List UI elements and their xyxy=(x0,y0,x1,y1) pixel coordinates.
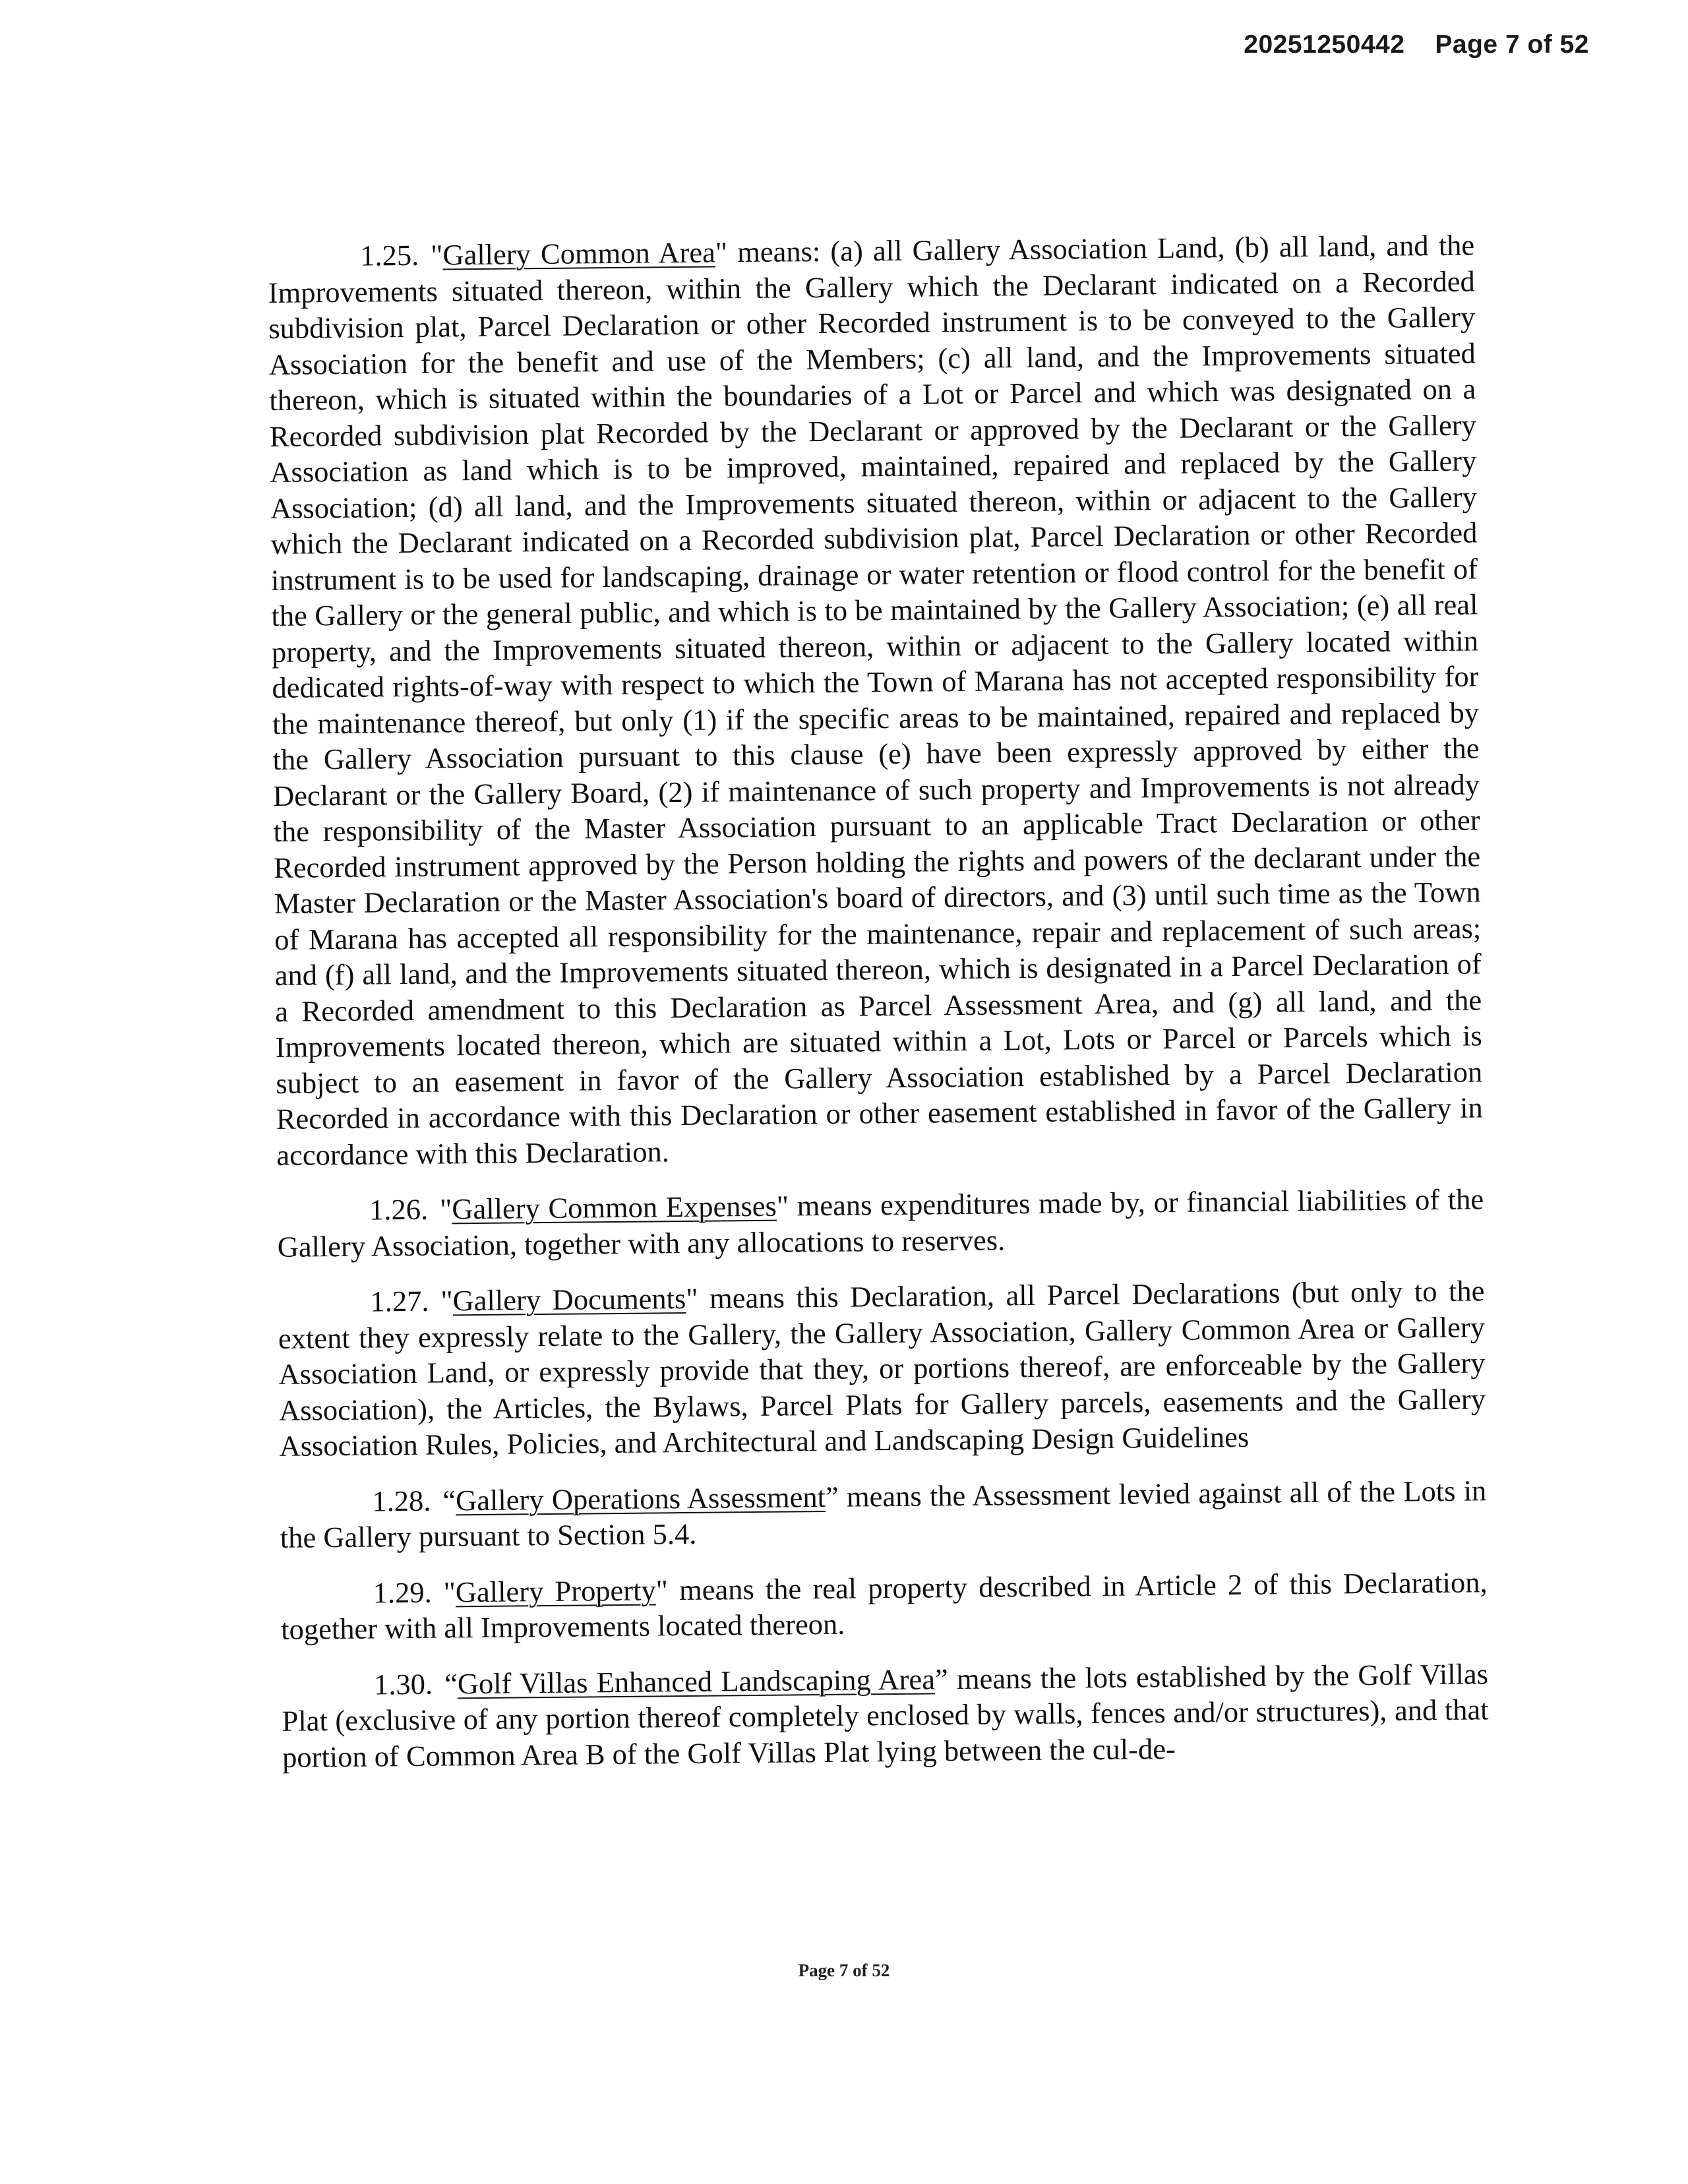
open-quote: " xyxy=(439,1192,452,1226)
page-footer: Page 7 of 52 xyxy=(798,1960,890,1980)
close-quote: " xyxy=(776,1189,789,1223)
definition-paragraph xyxy=(280,1564,1488,1648)
open-quote: " xyxy=(431,238,443,272)
page-header xyxy=(1244,30,1589,59)
definition-paragraph xyxy=(278,1273,1486,1464)
definition-text: means this Declaration, all Parcel Declarations (but only to the extent they expressly relate to the Gallery, the Gallery Association, Gallery Common Area or Gallery Association Land, or expressly provide that they, or portions thereof, are enforceable by the Gallery Association), the Articles, the Bylaws, Parcel Plats for Gallery parcels, easements and the Gallery Association Rules, Policies, and Architectural and Landscaping Design Guidelines xyxy=(278,1274,1486,1463)
close-quote: " xyxy=(655,1573,669,1606)
header-page-label: Page 7 of 52 xyxy=(1435,30,1589,59)
section-number: 1.30. xyxy=(373,1667,433,1701)
close-quote: " xyxy=(686,1281,698,1315)
document-number: 20251250442 xyxy=(1244,30,1405,59)
definition-text: means the Assessment levied against all of the Lots in the Gallery pursuant to Section 5.4. xyxy=(280,1473,1487,1554)
definition-text: means the real property described in Article 2 of this Declaration, together with all Improvements located thereon. xyxy=(281,1565,1488,1646)
definition-paragraph xyxy=(268,227,1484,1173)
close-quote: " xyxy=(715,235,728,269)
close-quote: ” xyxy=(825,1480,839,1513)
section-number: 1.25. xyxy=(360,238,419,272)
open-quote: " xyxy=(440,1284,453,1318)
document-body xyxy=(268,227,1490,1794)
definition-paragraph xyxy=(282,1656,1489,1775)
defined-term: Gallery Common Area xyxy=(442,235,716,272)
open-quote: “ xyxy=(444,1666,458,1701)
close-quote: ” xyxy=(934,1662,948,1695)
defined-term: Gallery Property xyxy=(455,1573,656,1608)
defined-term: Gallery Common Expenses xyxy=(452,1189,777,1226)
section-number: 1.28. xyxy=(372,1484,431,1518)
section-number: 1.29. xyxy=(373,1575,432,1610)
defined-term: Gallery Documents xyxy=(452,1281,686,1318)
open-quote: “ xyxy=(442,1483,456,1517)
section-number: 1.27. xyxy=(370,1284,429,1318)
definition-paragraph xyxy=(280,1472,1487,1556)
defined-term: Gallery Operations Assessment xyxy=(455,1480,826,1517)
open-quote: " xyxy=(443,1575,456,1609)
definition-text: means expenditures made by, or financial liabilities of the Gallery Association, together with any allocations to reserves. xyxy=(277,1182,1484,1263)
definition-text: means: (a) all Gallery Association Land, (b) all land, and the Improvements situated thereon, within the Gallery which the Declarant indicated on a Recorded subdivision plat, Parcel Declaration or other Recorded instrument is to be conveyed to the Gallery Association for the benefit and use of the Members; (c) all land, and the Improvements situated thereon, which is situated within the boundaries of a Lot or Parcel and which was designated on a Recorded subdivision plat Recorded by the Declarant or approved by the Declarant or the Gallery Association as land which is to be improved, maintained, repaired and replaced by the Gallery Association; (d) all land, and the Improvements situated thereon, within or adjacent to the Gallery which the Declarant indicated on a Recorded subdivision plat, Parcel Declaration or other Recorded instrument is to be used for landscaping, drainage or water retention or flood control for the benefit of the Gallery or the general public, and which is to be maintained by the Gallery Association; (e) all real property, and the Improvements situated thereon, within or adjacent to the Gallery located within dedicated rights-of-way with respect to which the Town of Marana has not accepted responsibility for the maintenance thereof, but only (1) if the specific areas to be maintained, repaired and replaced by the Gallery Association pursuant to this clause (e) have been expressly approved by either the Declarant or the Gallery Board, (2) if maintenance of such property and Improvements is not already the responsibility of the Master Association pursuant to an applicable Tract Declaration or other Recorded instrument approved by the Person holding the rights and powers of the declarant under the Master Declaration or the Master Association's board of directors, and (3) until such time as the Town of Marana has accepted all responsibility for the maintenance, repair and replacement of such areas; and (f) all land, and the Improvements situated thereon, which is designated in a Parcel Declaration of a Recorded amendment to this Declaration as Parcel Assessment Area, and (g) all land, and the Improvements located thereon, which are situated within a Lot, Lots or Parcel or Parcels which is subject to an easement in favor of the Gallery Association established by a Parcel Declaration Recorded in accordance with this Declaration or other easement established in favor of the Gallery in accordance with this Declaration. xyxy=(268,228,1483,1172)
defined-term: Golf Villas Enhanced Landscaping Area xyxy=(457,1662,936,1700)
definition-paragraph xyxy=(277,1181,1484,1265)
definition-text: means the lots established by the Golf Villas Plat (exclusive of any portion thereof completely enclosed by walls, fences and/or structures), and that portion of Common Area B of the Golf Villas Plat lying between the cul-de- xyxy=(282,1656,1489,1774)
section-number: 1.26. xyxy=(369,1192,429,1227)
